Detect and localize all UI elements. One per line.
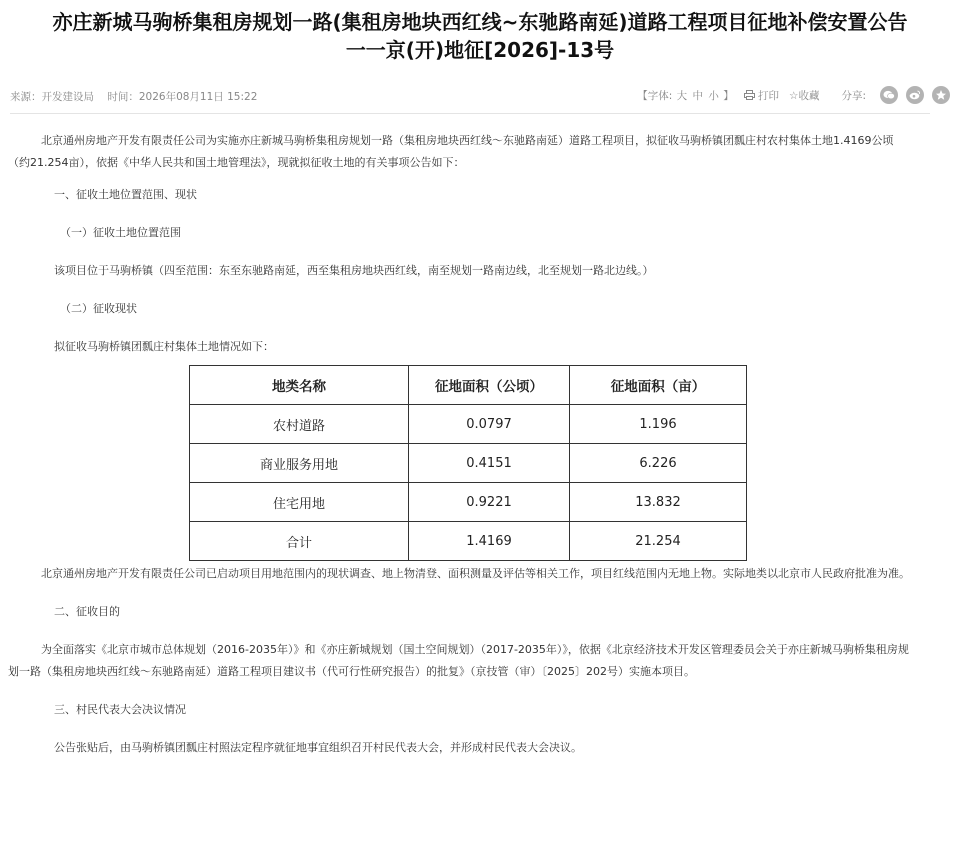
weibo-icon[interactable] xyxy=(906,86,924,104)
table-cell: 21.254 xyxy=(570,522,747,561)
meta-divider xyxy=(10,113,930,114)
section-1-1-text: 该项目位于马驹桥镇（四至范围：东至东驰路南延，西至集租房地块西红线，南至规划一路南边线，北至规划一路北边线。） xyxy=(54,264,654,277)
intro-paragraph: 北京通州房地产开发有限责任公司为实施亦庄新城马驹桥集租房规划一路（集租房地块西红线～东驰路南延）道路工程项目，拟征收马驹桥镇团瓢庄村农村集体土地1.4169公顷（约21.254亩），依据《中华人民共和国土地管理法》，现就拟征收土地的有关事项公告如下： xyxy=(8,134,894,169)
share-label: 分享: xyxy=(841,89,866,102)
section-2-text: 为全面落实《北京市城市总体规划（2016-2035年）》和《亦庄新城规划（国土空间规划）（2017-2035年）》，依据《北京经济技术开发区管理委员会关于亦庄新城马驹桥集租房规划一路（集租房地块西红线～东驰路南延）道路工程项目建议书（代可行性研究报告）的批复》（京技管（审）〔2025〕202号）实施本项目。 xyxy=(8,643,909,678)
table-cell: 13.832 xyxy=(570,483,747,522)
article-title xyxy=(0,0,960,64)
qzone-star-icon[interactable] xyxy=(932,86,950,104)
table-cell: 0.0797 xyxy=(409,405,570,444)
table-header-cell: 征地面积（亩） xyxy=(570,366,747,405)
table-total-row xyxy=(190,522,747,561)
section-1-1-heading: （一）征收土地位置范围 xyxy=(60,226,181,239)
print-label: 打印 xyxy=(758,89,780,102)
section-3-heading: 三、村民代表大会决议情况 xyxy=(54,703,186,716)
table-cell: 住宅用地 xyxy=(190,483,409,522)
title-line-1: 亦庄新城马驹桥集租房规划一路(集租房地块西红线~东驰路南延)道路工程项目征地补偿安置公告 xyxy=(52,10,908,34)
table-header-cell: 征地面积（公顷） xyxy=(409,366,570,405)
table-header-cell: 地类名称 xyxy=(190,366,409,405)
land-table xyxy=(189,365,747,561)
font-size-medium-link[interactable]: 中 xyxy=(692,89,703,102)
article-meta-bar xyxy=(10,86,950,108)
table-row xyxy=(190,444,747,483)
table-cell: 农村道路 xyxy=(190,405,409,444)
source-text: 来源：开发建设局 xyxy=(10,91,94,103)
table-cell: 0.4151 xyxy=(409,444,570,483)
wechat-icon[interactable] xyxy=(880,86,898,104)
section-2-heading: 二、征收目的 xyxy=(54,605,120,618)
title-line-2: 一一京(开)地征[2026]-13号 xyxy=(345,38,615,62)
publish-time: 时间：2026年08月11日 15:22 xyxy=(107,91,258,103)
section-1-2-text: 拟征收马驹桥镇团瓢庄村集体土地情况如下： xyxy=(54,340,274,353)
table-cell: 商业服务用地 xyxy=(190,444,409,483)
star-outline-icon: ☆ xyxy=(789,89,799,102)
table-cell: 0.9221 xyxy=(409,483,570,522)
font-size-control xyxy=(637,88,733,103)
table-header-row xyxy=(190,366,747,405)
font-size-label: 【字体: xyxy=(637,89,673,102)
table-cell: 1.196 xyxy=(570,405,747,444)
favorite-label: 收藏 xyxy=(798,89,820,102)
table-cell: 合计 xyxy=(190,522,409,561)
favorite-button[interactable] xyxy=(789,88,819,103)
meta-info xyxy=(10,89,267,104)
after-table-paragraph: 北京通州房地产开发有限责任公司已启动项目用地范围内的现状调查、地上物清登、面积测量及评估等相关工作，项目红线范围内无地上物。实际地类以北京市人民政府批准为准。 xyxy=(41,567,910,580)
table-cell: 6.226 xyxy=(570,444,747,483)
section-3-text: 公告张贴后，由马驹桥镇团瓢庄村照法定程序就征地事宜组织召开村民代表大会，并形成村民代表大会决议。 xyxy=(54,741,582,754)
meta-actions xyxy=(637,86,950,104)
article-body xyxy=(8,130,913,759)
font-size-label-close: 】 xyxy=(723,89,734,102)
section-1-heading: 一、征收土地位置范围、现状 xyxy=(54,188,197,201)
font-size-small-link[interactable]: 小 xyxy=(708,89,719,102)
table-cell: 1.4169 xyxy=(409,522,570,561)
print-button[interactable] xyxy=(744,88,779,103)
section-1-2-heading: （二）征收现状 xyxy=(60,302,137,315)
printer-icon xyxy=(744,90,755,100)
table-row xyxy=(190,483,747,522)
font-size-large-link[interactable]: 大 xyxy=(676,89,688,102)
table-row xyxy=(190,405,747,444)
